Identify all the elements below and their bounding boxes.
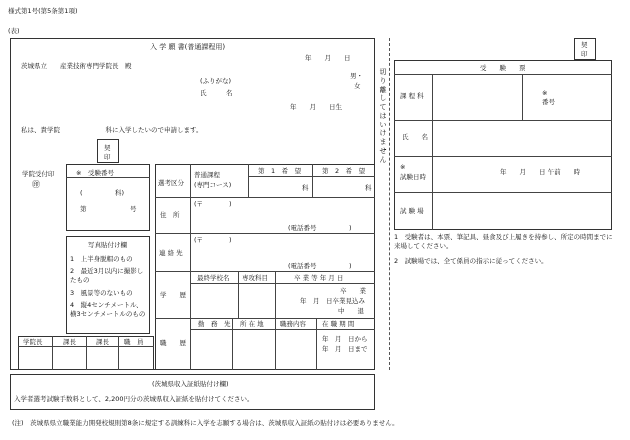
course-value2: (専門コース) (194, 181, 232, 189)
address-label: 住 所 (160, 211, 180, 219)
applicant-seal-label: 契 (104, 144, 111, 152)
grad-status: 卒 業 (340, 287, 366, 295)
choice-2-header: 第 2 希 望 (322, 167, 366, 175)
furigana-label: (ふりがな) (200, 77, 232, 85)
statement: 私は、貴学院 科に入学したいので申請します。 (21, 126, 203, 134)
number-left: 第 (80, 205, 87, 213)
period-from: 年 月 日から (322, 335, 368, 343)
course-label: 選考区分 (158, 179, 184, 187)
career-label: 職 歴 (160, 339, 186, 347)
ticket-title: 受 験 票 (480, 64, 526, 72)
course-value: 普通課程 (194, 171, 220, 179)
gender-male: 男・ (350, 72, 363, 80)
staff-header: 課長 (63, 338, 76, 346)
choice-1-header: 第 1 希 望 (258, 167, 302, 175)
dept-open: ( (80, 189, 83, 197)
address-postal: (〒 ) (194, 200, 232, 208)
revenue-stamp-text: 入学者選考試験手数料として、2,200円分の茨城県収入証紙を貼付けてください。 (14, 395, 254, 403)
edu-col-major: 専攻科目 (242, 274, 268, 282)
ticket-note: 1 受験者は、本票、筆記具、昼食及び上履きを持参し、所定の時間までに来場してください。 (394, 233, 613, 251)
form-number: 様式第1号(第5条第1項) (8, 7, 78, 15)
ticket-seal-label: 契 (581, 41, 588, 49)
staff-header: 学院長 (23, 338, 43, 346)
edu-col-school: 最終学校名 (197, 274, 230, 282)
period-to: 年 月 日まで (322, 345, 368, 353)
ticket-number-label: 番号 (542, 98, 555, 106)
ticket-note: 2 試験場では、全て係員の指示に従ってください。 (394, 257, 548, 265)
side-label: (表) (8, 27, 20, 35)
address-phone: (電話番号 ) (288, 224, 352, 232)
footnote: (注) 茨城県県立職業能力開発校規則第8条に規定する訓練科に入学を志願する場合は、茨城県収入証紙の貼付けは必要ありません。 (12, 419, 399, 427)
ticket-date-label: 試験日時 (400, 173, 426, 181)
dept-close: 科) (115, 189, 125, 197)
choice-1-ka: 科 (302, 184, 309, 192)
grad-expected: 年 月 日卒業見込み (300, 297, 365, 305)
application-title: 入 学 願 書(普通課程用) (150, 43, 226, 51)
staff-header: 課長 (96, 338, 109, 346)
car-col-period: 在 職 期 間 (322, 320, 355, 328)
ticket-date-note: ※ (400, 163, 406, 171)
photo-item: 1 上半身脱帽のもの (70, 255, 133, 263)
car-col-employer: 勤 務 先 (198, 320, 231, 328)
photo-item: 2 最近3月以内に撮影したもの (70, 267, 144, 285)
exam-number-heading: ※ 受験番号 (76, 169, 114, 177)
number-right: 号 (130, 205, 137, 213)
name-label: 氏 名 (200, 89, 233, 97)
photo-item: 4 縦4センチメートル、横3センチメートルのもの (70, 301, 146, 319)
photo-item: 3 風景等のないもの (70, 289, 133, 297)
staff-header: 職 員 (124, 338, 144, 346)
contact-phone: (電話番号 ) (288, 262, 352, 270)
education-label: 学 歴 (160, 291, 186, 299)
reception-seal-mark: ㊞ (32, 180, 40, 189)
contact-postal: (〒 ) (194, 236, 232, 244)
ticket-date-value: 年 月 日 午前 時 (500, 168, 581, 176)
exam-ticket (394, 60, 612, 230)
edu-col-date: 卒 業 等 年 月 日 (294, 274, 344, 282)
grad-dropout: 中 退 (338, 307, 364, 315)
birth-date: 年 月 日生 (290, 103, 342, 111)
ticket-name-label: 氏 名 (402, 133, 428, 141)
ticket-course-label: 課 程 科 (400, 92, 424, 100)
applicant-seal-label2: 印 (104, 153, 111, 161)
contact-label: 連 絡 先 (159, 249, 183, 257)
divider-text: 切り離してはいけません (379, 68, 387, 164)
ticket-number-note: ※ (542, 89, 548, 97)
revenue-stamp-label: (茨城県収入証紙貼付け欄) (152, 380, 229, 388)
ticket-venue-label: 試 験 場 (400, 207, 424, 215)
addressee: 茨城県立 産業技術専門学院長 殿 (21, 62, 132, 70)
choice-2-ka: 科 (365, 184, 372, 192)
ticket-seal-label2: 印 (581, 50, 588, 58)
application-date: 年 月 日 (305, 54, 351, 62)
gender-female: 女 (354, 82, 361, 90)
photo-heading: 写真貼付け欄 (88, 241, 127, 249)
reception-seal-label: 学院受付印 (22, 170, 55, 178)
car-col-duties: 職務内容 (280, 320, 306, 328)
perforation-line (389, 38, 390, 370)
car-col-location: 所 在 地 (240, 320, 264, 328)
